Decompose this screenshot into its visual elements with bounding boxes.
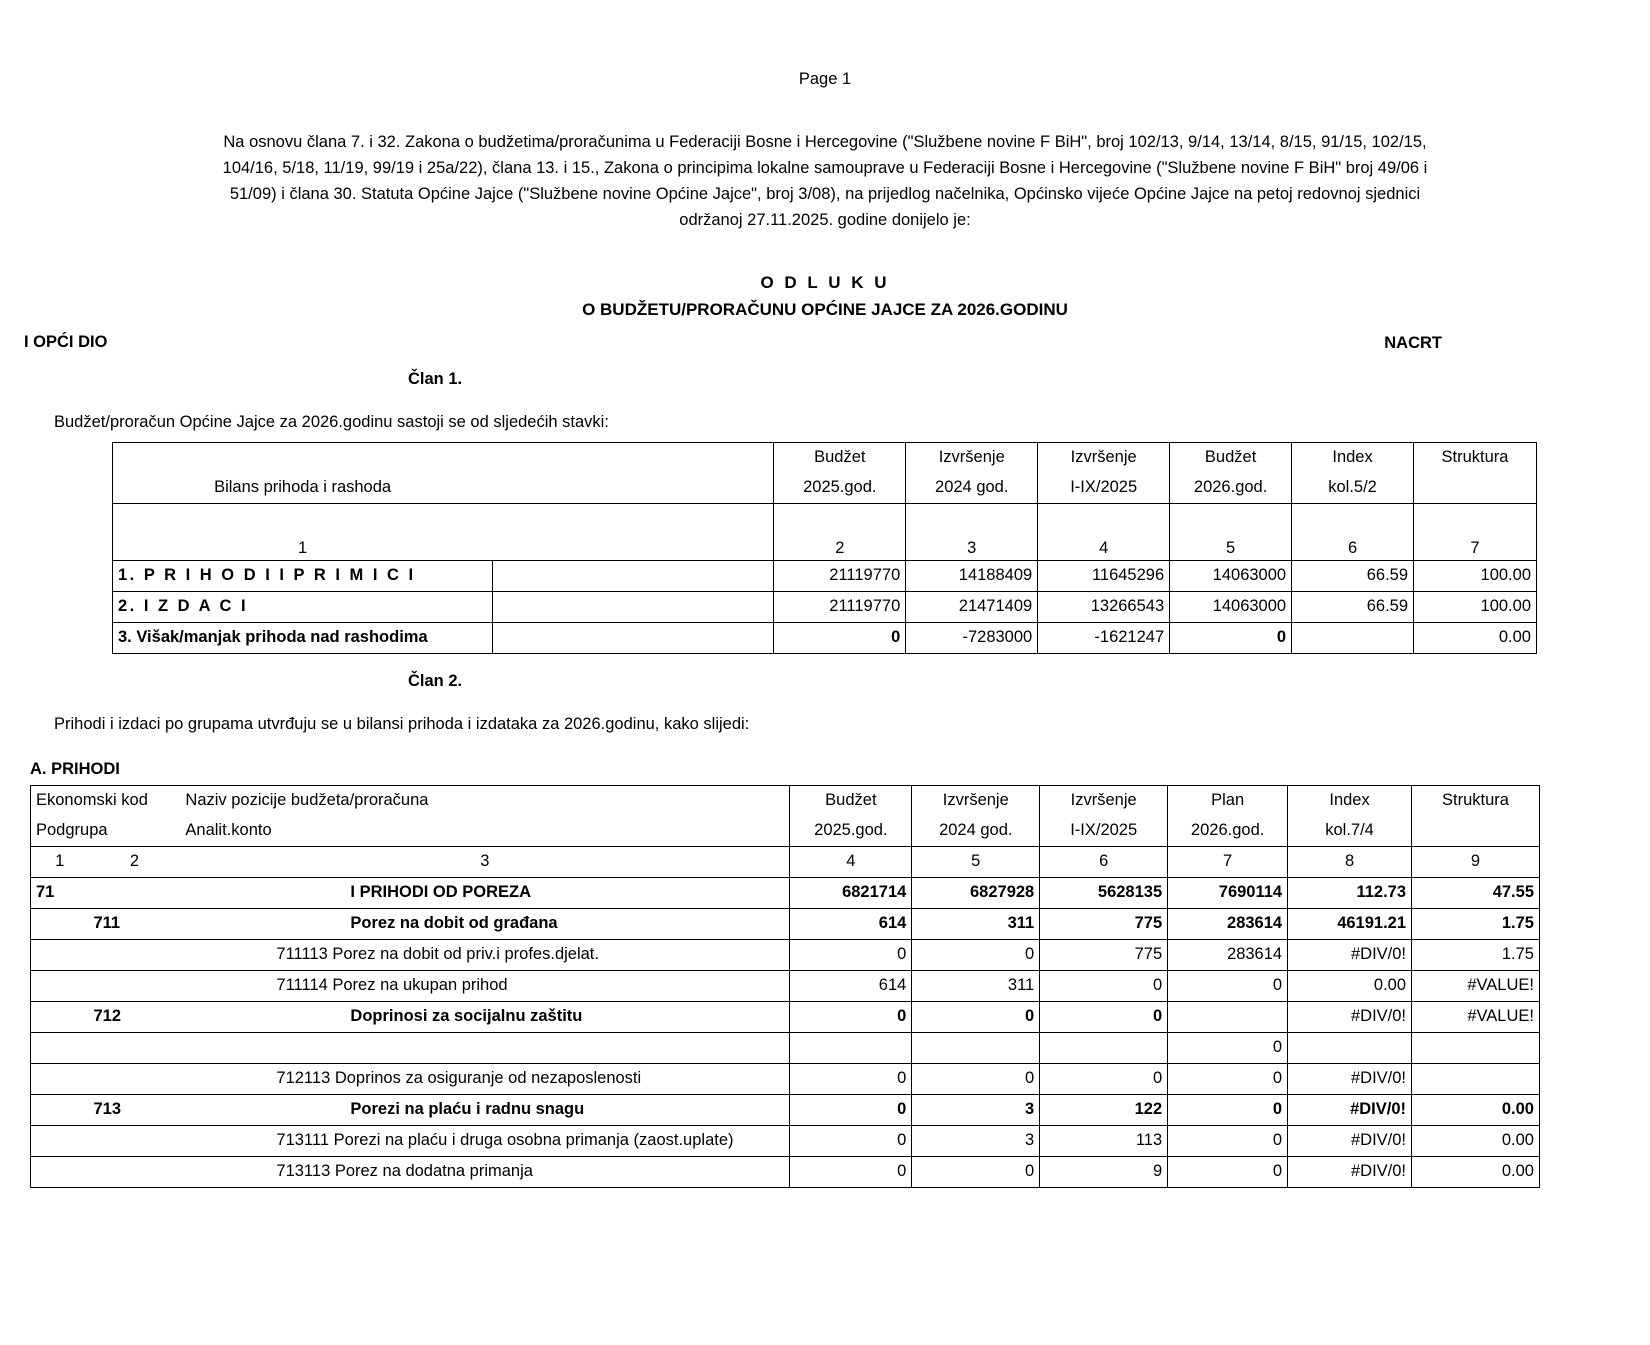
rev-col-header-2-line1: Izvršenje [912, 785, 1040, 816]
rev-row-6-val-1: 0 [790, 1063, 912, 1094]
rev-row-1-val-4: 283614 [1168, 908, 1288, 939]
rev-col-number-6: 6 [1040, 846, 1168, 877]
rev-row-7-val-5: #DIV/0! [1288, 1094, 1412, 1125]
revenue-table [30, 785, 1540, 1188]
article-2-text: Prihodi i izdaci po grupama utvrđuju se u bilansi prihoda i izdataka za 2026.godinu, kako slijedi: [54, 714, 750, 733]
rev-row-2-subgroup [88, 939, 180, 970]
col-header-2-line2: 2024 god. [906, 473, 1038, 504]
rev-col-header-6-line1: Struktura [1412, 785, 1540, 816]
table-row [113, 442, 1537, 473]
col-header-6-line1: Struktura [1414, 442, 1537, 473]
rev-row-1-val-2: 311 [912, 908, 1040, 939]
rev-row-3-val-5: 0.00 [1288, 970, 1412, 1001]
col-number-5: 5 [1170, 503, 1292, 560]
rev-header-analit-konto: Analit.konto [180, 816, 789, 847]
balance-row-3-value-1: 0 [774, 622, 906, 653]
rev-header-naziv: Naziv pozicije budžeta/proračuna [180, 785, 789, 816]
document-title: O D L U K U [760, 273, 890, 293]
table-row [31, 1001, 1540, 1032]
rev-row-6-val-3: 0 [1040, 1063, 1168, 1094]
balance-row-1-value-3: 11645296 [1038, 560, 1170, 591]
rev-col-header-1-line1: Budžet [790, 785, 912, 816]
balance-row-label-3: 3. Višak/manjak prihoda nad rashodima [113, 622, 493, 653]
col-header-3-line2: I-IX/2025 [1038, 473, 1170, 504]
rev-row-6-name: 712113 Doprinos za osiguranje od nezaposlenosti [180, 1063, 789, 1094]
rev-row-4-val-2: 0 [912, 1001, 1040, 1032]
rev-row-4-val-6: #VALUE! [1412, 1001, 1540, 1032]
rev-row-1-val-3: 775 [1040, 908, 1168, 939]
balance-row-label-1: 1. P R I H O D I I P R I M I C I [113, 560, 493, 591]
rev-row-3-val-1: 614 [790, 970, 912, 1001]
col-number-7: 7 [1414, 503, 1537, 560]
rev-col-header-1-line2: 2025.god. [790, 816, 912, 847]
rev-row-5-name [180, 1032, 789, 1063]
rev-row-2-name: 711113 Porez na dobit od priv.i profes.djelat. [180, 939, 789, 970]
col-number-blank [492, 503, 774, 560]
rev-row-4-val-5: #DIV/0! [1288, 1001, 1412, 1032]
preamble-line-4: održanoj 27.11.2025. godine donijelo je: [679, 211, 971, 230]
balance-row-3-value-3: -1621247 [1038, 622, 1170, 653]
rev-row-1-val-5: 46191.21 [1288, 908, 1412, 939]
rev-row-8-val-6: 0.00 [1412, 1125, 1540, 1156]
rev-row-4-val-1: 0 [790, 1001, 912, 1032]
balance-row-spacer-2 [492, 591, 774, 622]
rev-row-5-val-1 [790, 1032, 912, 1063]
rev-row-7-code [31, 1094, 89, 1125]
rev-row-1-val-1: 614 [790, 908, 912, 939]
col-header-1-line2: 2025.god. [774, 473, 906, 504]
table-row [31, 1156, 1540, 1187]
rev-row-6-subgroup [88, 1063, 180, 1094]
col-header-4-line2: 2026.god. [1170, 473, 1292, 504]
table-row [113, 560, 1537, 591]
balance-row-3-value-4: 0 [1170, 622, 1292, 653]
col-number-3: 3 [906, 503, 1038, 560]
rev-col-header-2-line2: 2024 god. [912, 816, 1040, 847]
balance-row-1-value-2: 14188409 [906, 560, 1038, 591]
col-header-4-line1: Budžet [1170, 442, 1292, 473]
rev-row-0-val-3: 5628135 [1040, 877, 1168, 908]
article-1-text: Budžet/proračun Općine Jajce za 2026.godinu sastoji se od sljedećih stavki: [54, 412, 609, 431]
rev-row-5-val-6 [1412, 1032, 1540, 1063]
rev-row-9-val-1: 0 [790, 1156, 912, 1187]
balance-row-2-value-5: 66.59 [1292, 591, 1414, 622]
balance-row-3-value-2: -7283000 [906, 622, 1038, 653]
rev-col-header-4-line1: Plan [1168, 785, 1288, 816]
table-row [31, 908, 1540, 939]
balance-caption-spacer [492, 473, 774, 504]
balance-table [112, 442, 1537, 654]
col-header-1-line1: Budžet [774, 442, 906, 473]
balance-row-1-value-5: 66.59 [1292, 560, 1414, 591]
rev-row-0-val-2: 6827928 [912, 877, 1040, 908]
balance-row-label-2: 2. I Z D A C I [113, 591, 493, 622]
rev-row-3-code [31, 970, 89, 1001]
table-row [113, 473, 1537, 504]
rev-row-9-val-6: 0.00 [1412, 1156, 1540, 1187]
rev-col-header-5-line2: kol.7/4 [1288, 816, 1412, 847]
balance-row-1-value-4: 14063000 [1170, 560, 1292, 591]
rev-row-3-val-2: 311 [912, 970, 1040, 1001]
rev-row-3-val-6: #VALUE! [1412, 970, 1540, 1001]
page-label: Page 1 [798, 70, 852, 88]
rev-col-number-1: 1 [31, 846, 89, 877]
col-header-2-line1: Izvršenje [906, 442, 1038, 473]
rev-row-9-val-5: #DIV/0! [1288, 1156, 1412, 1187]
rev-col-number-5: 5 [912, 846, 1040, 877]
rev-row-5-subgroup [88, 1032, 180, 1063]
balance-caption-cell [113, 442, 493, 473]
rev-row-0-subgroup [88, 877, 180, 908]
rev-row-3-name: 711114 Porez na ukupan prihod [180, 970, 789, 1001]
rev-row-5-code [31, 1032, 89, 1063]
col-number-4: 4 [1038, 503, 1170, 560]
rev-col-header-3-line2: I-IX/2025 [1040, 816, 1168, 847]
col-header-3-line1: Izvršenje [1038, 442, 1170, 473]
balance-row-2-value-4: 14063000 [1170, 591, 1292, 622]
rev-row-1-val-6: 1.75 [1412, 908, 1540, 939]
rev-row-3-val-4: 0 [1168, 970, 1288, 1001]
rev-row-8-val-3: 113 [1040, 1125, 1168, 1156]
table-header-row [31, 785, 1540, 816]
rev-row-3-val-3: 0 [1040, 970, 1168, 1001]
rev-row-5-val-5 [1288, 1032, 1412, 1063]
table-row [31, 939, 1540, 970]
balance-row-spacer-3 [492, 622, 774, 653]
rev-col-number-8: 8 [1288, 846, 1412, 877]
rev-header-podgrupa: Podgrupa [31, 816, 181, 847]
rev-col-header-4-line2: 2026.god. [1168, 816, 1288, 847]
rev-row-9-val-4: 0 [1168, 1156, 1288, 1187]
balance-row-2-value-2: 21471409 [906, 591, 1038, 622]
col-header-5-line1: Index [1292, 442, 1414, 473]
preamble-line-1: Na osnovu člana 7. i 32. Zakona o budžetima/proračunima u Federaciji Bosne i Hercegovine ("Službene novine F BiH", broj 102/13, 9/14, 13/14, 8/15, 91/15, 102/15, [223, 133, 1427, 151]
balance-row-3-value-6: 0.00 [1414, 622, 1537, 653]
rev-row-6-code [31, 1063, 89, 1094]
legal-preamble [42, 129, 1608, 233]
rev-row-4-subgroup: 712 [88, 1001, 180, 1032]
col-number-1: 1 [113, 503, 493, 560]
col-number-2: 2 [774, 503, 906, 560]
rev-row-2-val-3: 775 [1040, 939, 1168, 970]
table-row [31, 1063, 1540, 1094]
preamble-line-3: 51/09) i člana 30. Statuta Općine Jajce ("Službene novine Općine Jajce", broj 3/08), na prijedlog načelnika, Općinsko vijeće Općine Jajce na petoj redovnoj sjednici [229, 185, 1421, 204]
col-header-6-line2 [1414, 473, 1537, 504]
document-title-block [0, 269, 1650, 323]
table-row [113, 622, 1537, 653]
rev-row-8-val-4: 0 [1168, 1125, 1288, 1156]
rev-row-0-code: 71 [31, 877, 89, 908]
rev-row-7-val-2: 3 [912, 1094, 1040, 1125]
rev-row-7-subgroup: 713 [88, 1094, 180, 1125]
rev-row-1-subgroup: 711 [88, 908, 180, 939]
rev-row-9-subgroup [88, 1156, 180, 1187]
rev-row-0-val-5: 112.73 [1288, 877, 1412, 908]
table-row-numbering [31, 846, 1540, 877]
rev-col-number-9: 9 [1412, 846, 1540, 877]
rev-row-7-val-6: 0.00 [1412, 1094, 1540, 1125]
rev-header-ekonomski-kod: Ekonomski kod [31, 785, 181, 816]
rev-row-5-val-3 [1040, 1032, 1168, 1063]
draft-badge: NACRT [1384, 333, 1442, 352]
rev-row-4-code [31, 1001, 89, 1032]
section-opci-dio: I OPĆI DIO [24, 332, 108, 351]
rev-row-6-val-6 [1412, 1063, 1540, 1094]
balance-row-1-value-1: 21119770 [774, 560, 906, 591]
col-header-5-line2: kol.5/2 [1292, 473, 1414, 504]
rev-row-4-name: Doprinosi za socijalnu zaštitu [180, 1001, 789, 1032]
rev-row-3-subgroup [88, 970, 180, 1001]
rev-row-7-val-3: 122 [1040, 1094, 1168, 1125]
rev-row-9-name: 713113 Porez na dodatna primanja [180, 1156, 789, 1187]
rev-row-2-val-4: 283614 [1168, 939, 1288, 970]
balance-row-2-value-3: 13266543 [1038, 591, 1170, 622]
table-row [31, 1032, 1540, 1063]
rev-col-header-5-line1: Index [1288, 785, 1412, 816]
table-header-row [31, 816, 1540, 847]
rev-col-number-4: 4 [790, 846, 912, 877]
rev-row-9-code [31, 1156, 89, 1187]
preamble-line-2: 104/16, 5/18, 11/19, 99/19 i 25a/22), člana 13. i 15., Zakona o principima lokalne samouprave u Federaciji Bosne i Hercegovine ("Službene novine F BiH" broj 49/06 i [222, 159, 1428, 178]
col-number-6: 6 [1292, 503, 1414, 560]
rev-col-number-7: 7 [1168, 846, 1288, 877]
table-row [31, 877, 1540, 908]
rev-row-8-code [31, 1125, 89, 1156]
document-subtitle: O BUDŽETU/PRORAČUNU OPĆINE JAJCE ZA 2026.GODINU [582, 300, 1068, 320]
balance-caption-cell-2 [492, 442, 774, 473]
table-row [31, 1125, 1540, 1156]
rev-row-0-val-4: 7690114 [1168, 877, 1288, 908]
rev-row-2-val-1: 0 [790, 939, 912, 970]
rev-row-4-val-3: 0 [1040, 1001, 1168, 1032]
article-1-heading: Član 1. [408, 369, 463, 388]
rev-row-6-val-2: 0 [912, 1063, 1040, 1094]
rev-row-8-subgroup [88, 1125, 180, 1156]
table-row [31, 1094, 1540, 1125]
rev-row-5-val-2 [912, 1032, 1040, 1063]
rev-row-4-val-4 [1168, 1001, 1288, 1032]
rev-row-7-val-1: 0 [790, 1094, 912, 1125]
balance-row-1-value-6: 100.00 [1414, 560, 1537, 591]
rev-row-0-val-6: 47.55 [1412, 877, 1540, 908]
rev-row-5-val-4: 0 [1168, 1032, 1288, 1063]
rev-row-7-name: Porezi na plaću i radnu snagu [180, 1094, 789, 1125]
rev-row-0-name: I PRIHODI OD POREZA [180, 877, 789, 908]
rev-row-8-name: 713111 Porezi na plaću i druga osobna primanja (zaost.uplate) [180, 1125, 789, 1156]
rev-row-2-val-2: 0 [912, 939, 1040, 970]
rev-col-number-3: 3 [180, 846, 789, 877]
rev-row-6-val-5: #DIV/0! [1288, 1063, 1412, 1094]
rev-col-header-3-line1: Izvršenje [1040, 785, 1168, 816]
rev-col-header-6-line2 [1412, 816, 1540, 847]
table-row-numbering [113, 503, 1537, 560]
rev-row-8-val-2: 3 [912, 1125, 1040, 1156]
rev-row-2-val-5: #DIV/0! [1288, 939, 1412, 970]
rev-row-2-val-6: 1.75 [1412, 939, 1540, 970]
document-page [0, 70, 1650, 1345]
balance-row-spacer-1 [492, 560, 774, 591]
rev-col-number-2: 2 [88, 846, 180, 877]
balance-row-3-value-5 [1292, 622, 1414, 653]
rev-row-2-code [31, 939, 89, 970]
rev-row-6-val-4: 0 [1168, 1063, 1288, 1094]
article-2-heading: Član 2. [408, 671, 463, 690]
balance-row-2-value-6: 100.00 [1414, 591, 1537, 622]
rev-row-8-val-5: #DIV/0! [1288, 1125, 1412, 1156]
section-a-prihodi: A. PRIHODI [30, 759, 120, 778]
rev-row-7-val-4: 0 [1168, 1094, 1288, 1125]
table-row [31, 970, 1540, 1001]
rev-row-0-val-1: 6821714 [790, 877, 912, 908]
rev-row-8-val-1: 0 [790, 1125, 912, 1156]
balance-table-caption: Bilans prihoda i rashoda [113, 473, 493, 504]
rev-row-1-code [31, 908, 89, 939]
rev-row-1-name: Porez na dobit od građana [180, 908, 789, 939]
table-row [113, 591, 1537, 622]
balance-row-2-value-1: 21119770 [774, 591, 906, 622]
rev-row-9-val-3: 9 [1040, 1156, 1168, 1187]
rev-row-9-val-2: 0 [912, 1156, 1040, 1187]
